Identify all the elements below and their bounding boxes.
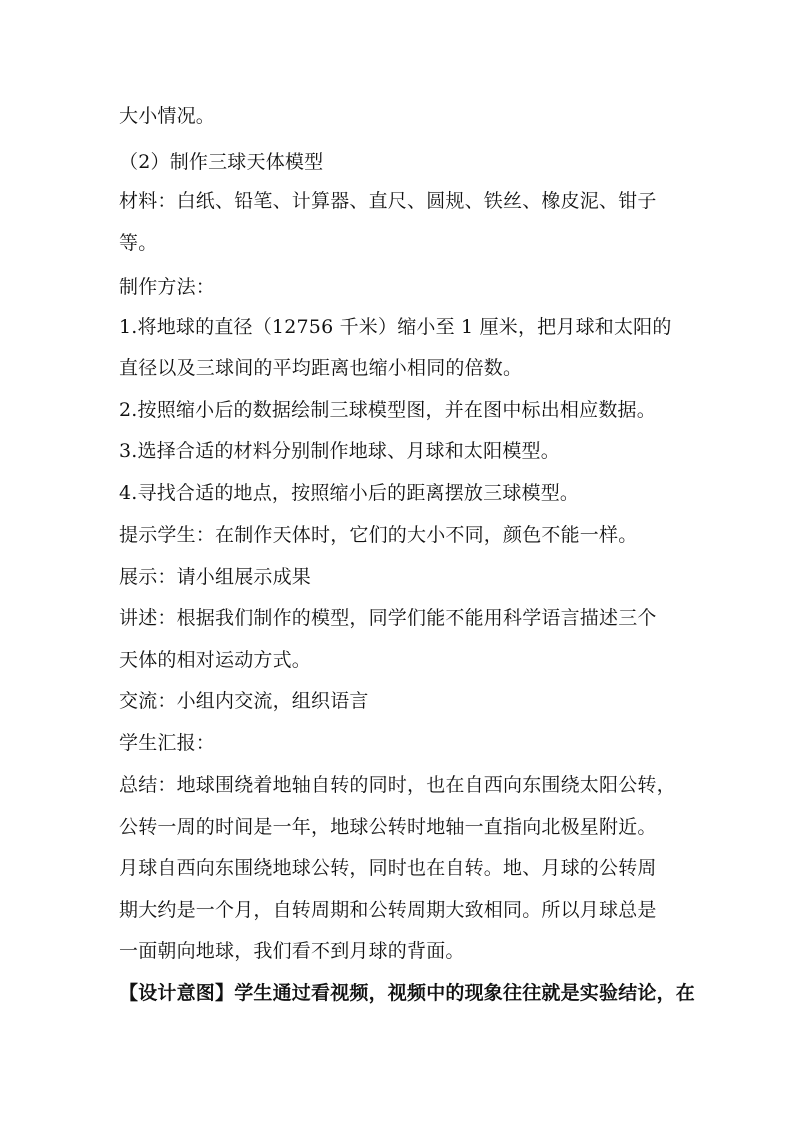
section-heading: （2）制作三球天体模型 xyxy=(119,151,324,173)
text-line: 交流：小组内交流，组织语言 xyxy=(119,690,369,712)
text-line: 一面朝向地球，我们看不到月球的背面。 xyxy=(119,940,465,962)
text-line: 公转一周的时间是一年，地球公转时地轴一直指向北极星附近。 xyxy=(119,816,657,838)
text-line: 提示学生：在制作天体时，它们的大小不同，颜色不能一样。 xyxy=(119,524,638,546)
text-line: 等。 xyxy=(119,232,158,254)
text-line: 期大约是一个月，自转周期和公转周期大致相同。所以月球总是 xyxy=(119,899,657,921)
text-line: 4.寻找合适的地点，按照缩小后的距离摆放三球模型。 xyxy=(119,482,580,504)
text-line: 讲述：根据我们制作的模型，同学们能不能用科学语言描述三个 xyxy=(119,607,657,629)
design-intent-line: 【设计意图】学生通过看视频，视频中的现象往往就是实验结论，在 xyxy=(119,982,696,1004)
text-line: 材料：白纸、铅笔、计算器、直尺、圆规、铁丝、橡皮泥、钳子 xyxy=(119,190,657,212)
text-line: 展示：请小组展示成果 xyxy=(119,566,312,588)
text-line: 总结：地球围绕着地轴自转的同时，也在自西向东围绕太阳公转， xyxy=(119,774,676,796)
text-line: 学生汇报： xyxy=(119,732,216,754)
text-line: 月球自西向东围绕地球公转，同时也在自转。地、月球的公转周 xyxy=(119,857,657,879)
text-line: 1.将地球的直径（12756 千米）缩小至 1 厘米，把月球和太阳的 xyxy=(119,316,672,338)
text-line: 3.选择合适的材料分别制作地球、月球和太阳模型。 xyxy=(119,440,560,462)
text-line: 制作方法： xyxy=(119,276,216,298)
text-line: 直径以及三球间的平均距离也缩小相同的倍数。 xyxy=(119,357,523,379)
text-line: 2.按照缩小后的数据绘制三球模型图，并在图中标出相应数据。 xyxy=(119,399,656,421)
text-line: 天体的相对运动方式。 xyxy=(119,649,312,671)
text-line: 大小情况。 xyxy=(119,105,216,127)
